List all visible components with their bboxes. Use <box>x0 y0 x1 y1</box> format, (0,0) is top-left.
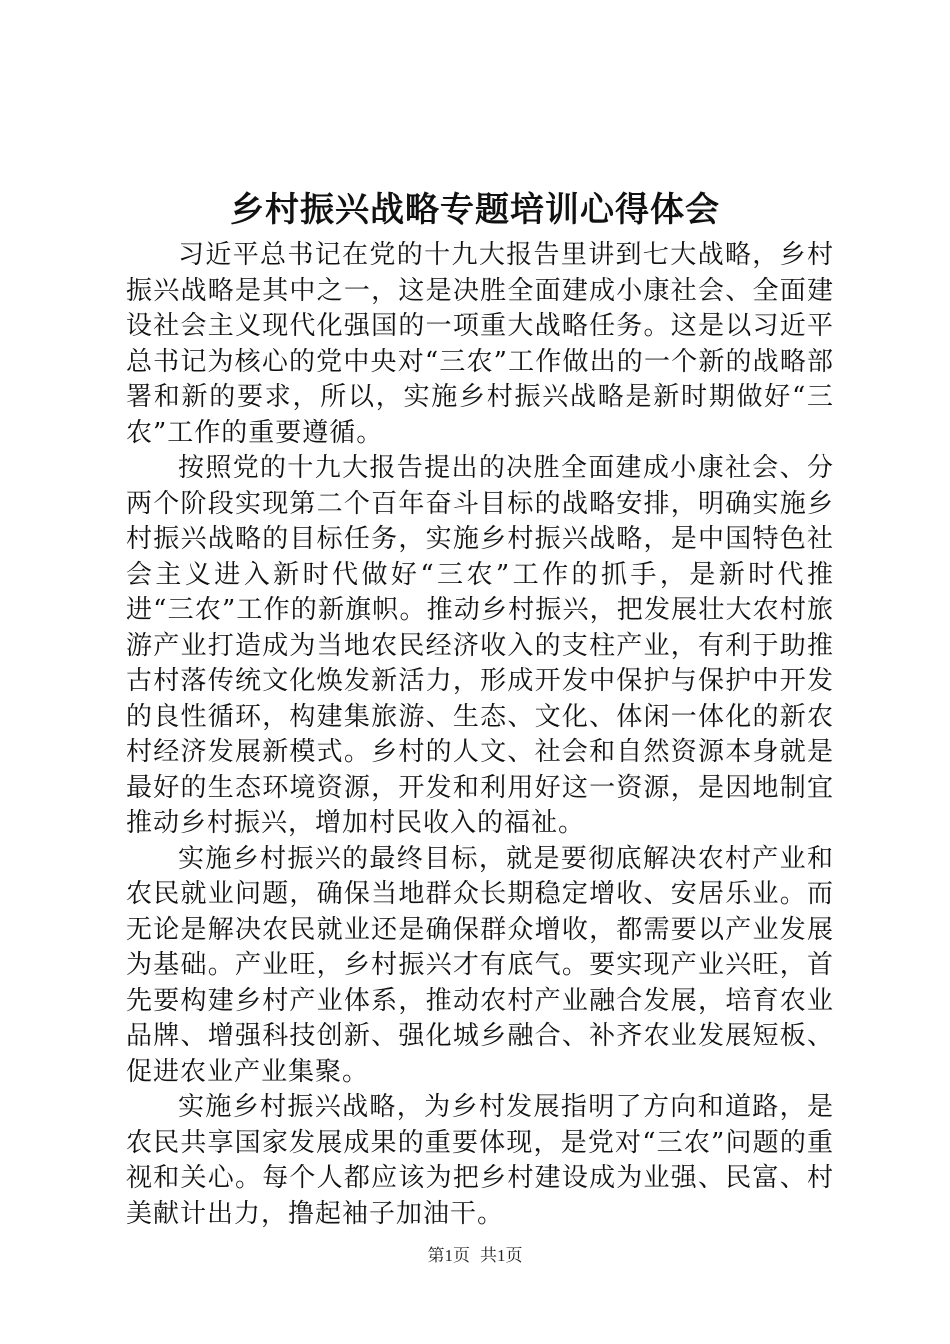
paragraph-1: 习近平总书记在党的十九大报告里讲到七大战略，乡村振兴战略是其中之一，这是决胜全面建成小康社会、全面建设社会主义现代化强国的一项重大战略任务。这是以习近平总书记为核心的党中央对“三农”工作做出的一个新的战略部署和新的要求，所以，实施乡村振兴战略是新时期做好“三农”工作的重要遵循。 <box>126 240 834 448</box>
page-total: 共1页 <box>480 1246 523 1265</box>
paragraph-2: 按照党的十九大报告提出的决胜全面建成小康社会、分两个阶段实现第二个百年奋斗目标的战略安排，明确实施乡村振兴战略的目标任务，实施乡村振兴战略，是中国特色社会主义进入新时代做好“三农”工作的抓手，是新时代推进“三农”工作的新旗帜。推动乡村振兴，把发展壮大农村旅游产业打造成为当地农民经济收入的支柱产业，有利于助推古村落传统文化焕发新活力，形成开发中保护与保护中开发的良性循环，构建集旅游、生态、文化、体闲一体化的新农村经济发展新模式。乡村的人文、社会和自然资源本身就是最好的生态环境资源，开发和利用好这一资源，是因地制宜推动乡村振兴，增加村民收入的福祉。 <box>126 453 834 838</box>
page-title: 乡村振兴战略专题培训心得体会 <box>230 190 720 230</box>
paragraph-4: 实施乡村振兴战略，为乡村发展指明了方向和道路，是农民共享国家发展成果的重要体现，是党对“三农”问题的重视和关心。每个人都应该为把乡村建设成为业强、民富、村美献计出力，撸起袖子加油干。 <box>126 1092 834 1229</box>
paragraph-3: 实施乡村振兴的最终目标，就是要彻底解决农村产业和农民就业问题，确保当地群众长期稳定增收、安居乐业。而无论是解决农民就业还是确保群众增收，都需要以产业发展为基础。产业旺，乡村振兴才有底气。要实现产业兴旺，首先要构建乡村产业体系，推动农村产业融合发展，培育农业品牌、增强科技创新、强化城乡融合、补齐农业发展短板、促进农业产业集聚。 <box>126 843 834 1087</box>
document-body <box>126 238 834 1232</box>
page-footer <box>0 1244 950 1268</box>
page-number: 第1页 <box>427 1246 470 1265</box>
